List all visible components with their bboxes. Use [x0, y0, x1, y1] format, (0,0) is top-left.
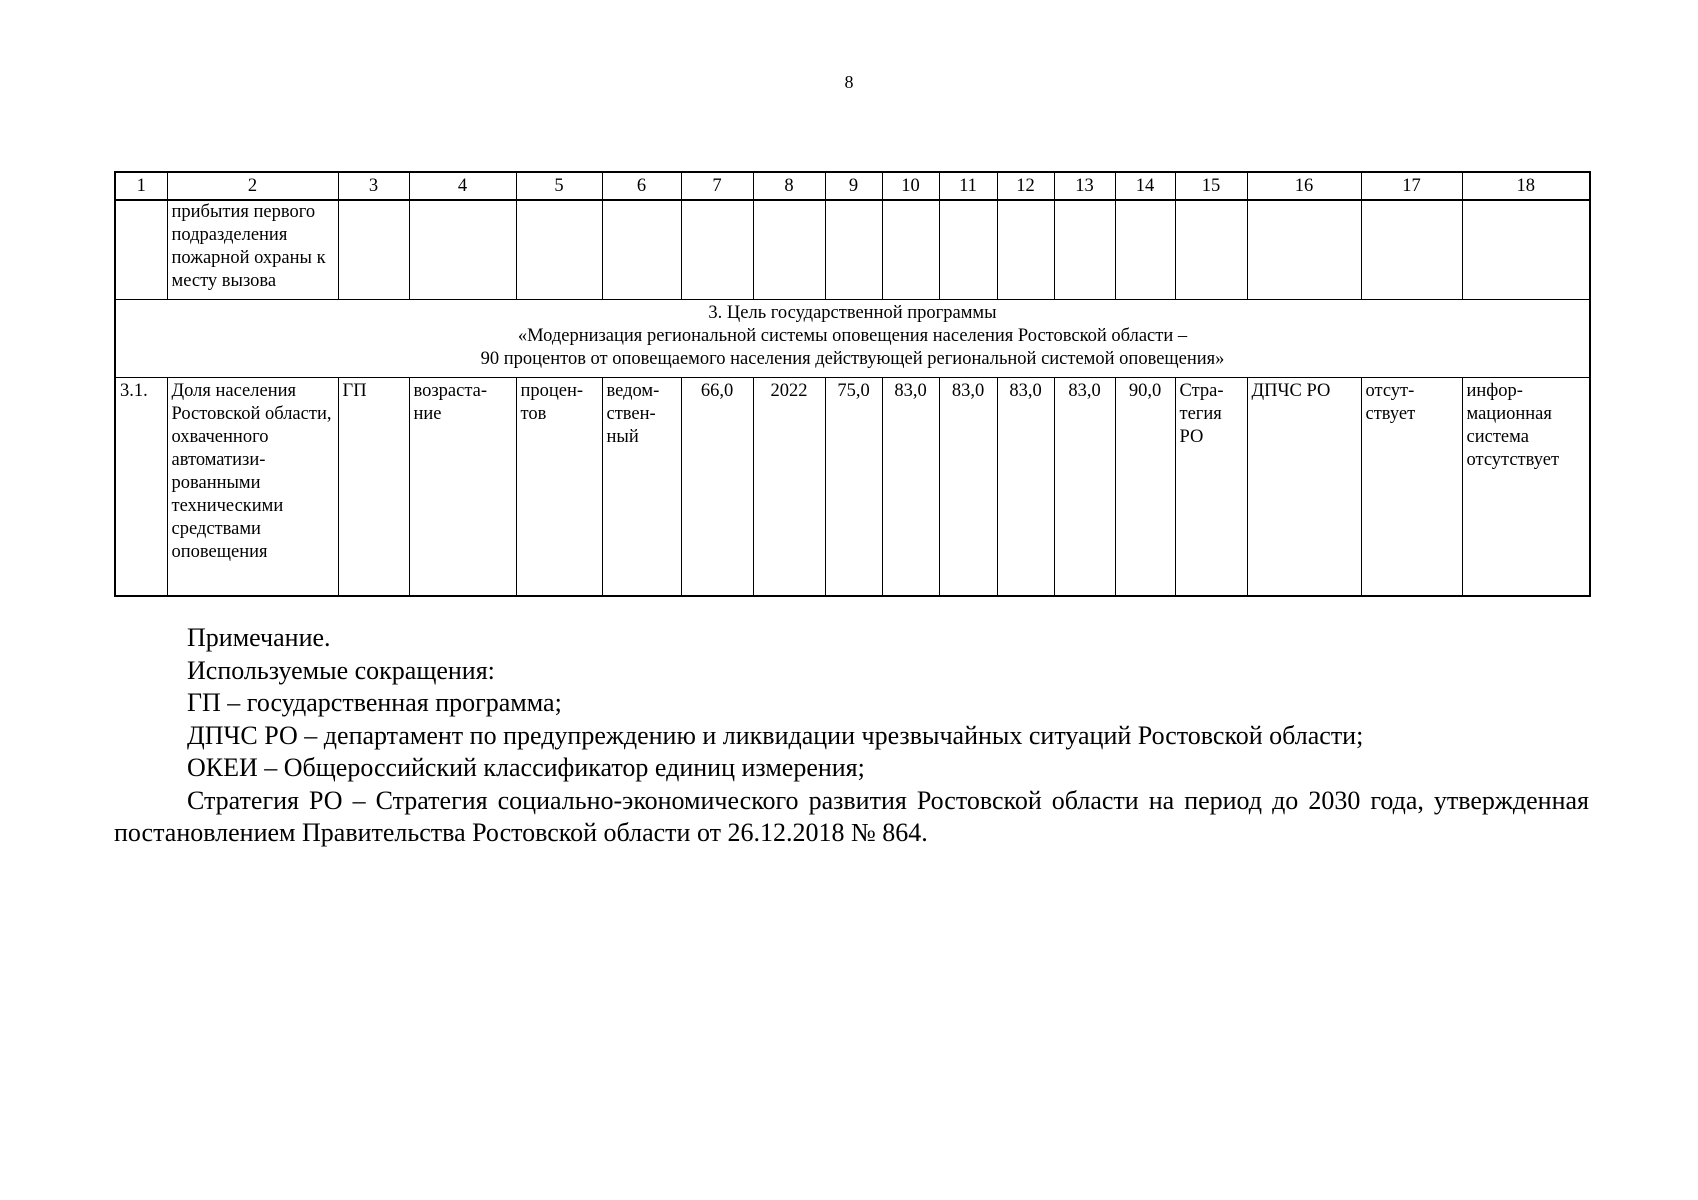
- column-header: 15: [1175, 172, 1247, 200]
- table-cell: [1054, 200, 1115, 300]
- column-header: 10: [882, 172, 939, 200]
- column-header: 5: [516, 172, 602, 200]
- column-header: 18: [1462, 172, 1590, 200]
- table-cell: [1462, 200, 1590, 300]
- note-abbr-strategy: Стратегия РО – Стратегия социально-экономического развития Ростовской области на период до 2030 года, утвержденная постановлением Правительства Ростовской области от 26.12.2018 № 864.: [114, 785, 1589, 847]
- goal-text-line: «Модернизация региональной системы оповещения населения Ростовской области –: [517, 326, 1188, 346]
- base-year-cell: 2022: [753, 378, 825, 597]
- table-cell: [409, 200, 516, 300]
- value-cell: 90,0: [1115, 378, 1175, 597]
- trend-cell: возраста-ние: [409, 378, 516, 597]
- table-row: [115, 378, 1590, 597]
- table-cell: [997, 200, 1054, 300]
- column-header: 11: [939, 172, 997, 200]
- table-cell: [825, 200, 882, 300]
- note-abbr-dpchs: ДПЧС РО – департамент по предупреждению и ликвидации чрезвычайных ситуаций Ростовской области;: [187, 720, 1364, 750]
- table-cell: [115, 200, 167, 300]
- value-cell: 83,0: [1054, 378, 1115, 597]
- value-cell: 83,0: [997, 378, 1054, 597]
- goal-title: 3. Цель государственной программы: [708, 303, 997, 323]
- table-cell: [1115, 200, 1175, 300]
- column-header: 7: [681, 172, 753, 200]
- table-cell: [1361, 200, 1462, 300]
- base-value-cell: 66,0: [681, 378, 753, 597]
- table-cell: [1247, 200, 1361, 300]
- table-cell: [681, 200, 753, 300]
- header-row: [115, 172, 1590, 200]
- column-header: 16: [1247, 172, 1361, 200]
- goal-text-line: 90 процентов от оповещаемого населения действующей региональной системой оповещения»: [480, 349, 1225, 369]
- table-cell: [516, 200, 602, 300]
- table-cell: [939, 200, 997, 300]
- column-header: 9: [825, 172, 882, 200]
- note-abbr-okei: ОКЕИ – Общероссийский классификатор единиц измерения;: [187, 753, 865, 782]
- table-cell: [882, 200, 939, 300]
- indicator-name-cell: Доля населения Ростовской области, охваченного автоматизи-рованными техническими средствами оповещения: [167, 378, 338, 597]
- goal-row: [115, 300, 1590, 378]
- column-header: 17: [1361, 172, 1462, 200]
- column-header: 8: [753, 172, 825, 200]
- note-abbr-gp: ГП – государственная программа;: [187, 688, 562, 717]
- column-header: 4: [409, 172, 516, 200]
- unit-cell: процен-тов: [516, 378, 602, 597]
- link-cell: отсут-ствует: [1361, 378, 1462, 597]
- note-abbr-heading: Используемые сокращения:: [187, 655, 495, 685]
- value-cell: 83,0: [882, 378, 939, 597]
- indicator-type-cell: ГП: [338, 378, 409, 597]
- column-header: 12: [997, 172, 1054, 200]
- value-cell: 75,0: [825, 378, 882, 597]
- notes-section: [114, 622, 1589, 850]
- indicators-table: [114, 171, 1591, 597]
- responsible-cell: ДПЧС РО: [1247, 378, 1361, 597]
- column-header: 1: [115, 172, 167, 200]
- document-cell: Стра-тегия РО: [1175, 378, 1247, 597]
- table-row: [115, 200, 1590, 300]
- row-number-cell: 3.1.: [115, 378, 167, 597]
- column-header: 14: [1115, 172, 1175, 200]
- value-cell: 83,0: [939, 378, 997, 597]
- info-system-cell: инфор-мационная система отсутствует: [1462, 378, 1590, 597]
- column-header: 3: [338, 172, 409, 200]
- note-title: Примечание.: [187, 623, 331, 652]
- column-header: 6: [602, 172, 681, 200]
- goal-cell: [115, 300, 1590, 378]
- column-header: 13: [1054, 172, 1115, 200]
- page-number: 8: [844, 72, 854, 92]
- column-header: 2: [167, 172, 338, 200]
- table-cell: [602, 200, 681, 300]
- indicator-name-cell: прибытия первого подразделения пожарной охраны к месту вызова: [167, 200, 338, 300]
- table-cell: [1175, 200, 1247, 300]
- indicator-kind-cell: ведом-ствен-ный: [602, 378, 681, 597]
- table-cell: [753, 200, 825, 300]
- table-cell: [338, 200, 409, 300]
